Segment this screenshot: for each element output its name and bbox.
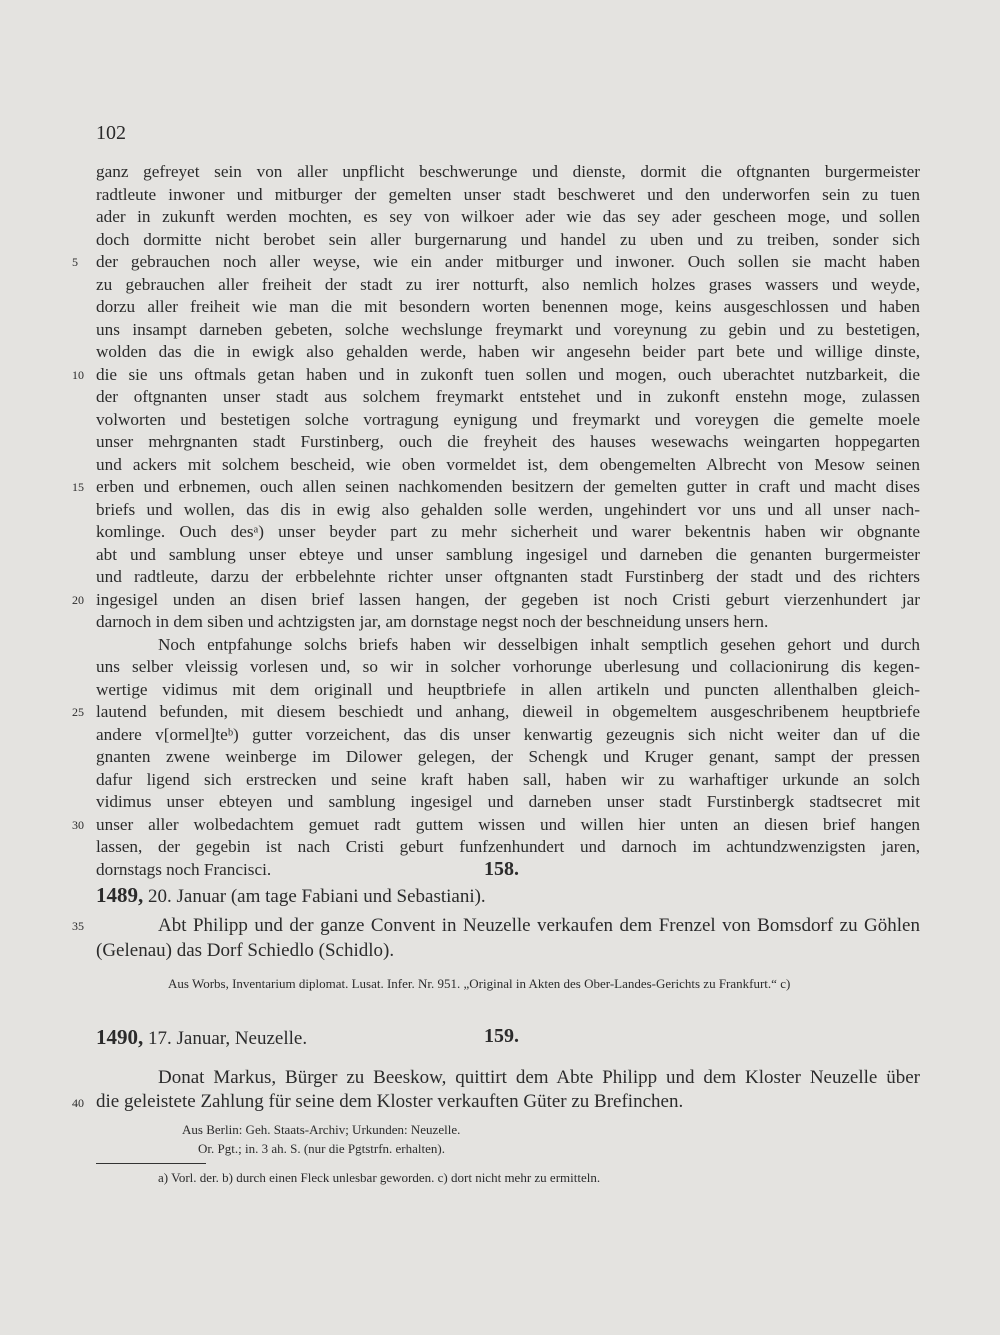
text-line (96, 454, 920, 477)
line-text: darnoch in dem siben und achtzigsten jar, am dornstage negst noch der beschneidung unsers hern. (96, 612, 769, 631)
text-line (96, 499, 920, 522)
text-line (96, 229, 920, 252)
line-text: und radtleute, darzu der erbbelehnte richter unser oftgnanten stadt Furstinberg der stadt und des richters (96, 567, 920, 586)
line-text: radtleute inwoner und mitburger der gemelten unser stadt beschweret und den underworfen sein zu tuen (96, 184, 920, 204)
document-number-158: 158. (484, 858, 519, 880)
page-number: 102 (96, 122, 126, 144)
document-year-158: 1489, (96, 883, 144, 907)
line-text: uns selber vleissig vorlesen und, so wir in solcher vorhorunge uberlesung und collacionirung dis kegen- (96, 657, 920, 676)
line-number: 25 (72, 705, 84, 719)
line-number: 30 (72, 817, 84, 832)
text-line (96, 386, 920, 409)
line-number-35: 35 (72, 919, 84, 933)
regest-158-line-1: Abt Philipp und der ganze Convent in Neuzelle verkaufen dem Frenzel von Bomsdorf zu Göhlen (158, 915, 920, 936)
source-note-159-line-1: Aus Berlin: Geh. Staats-Archiv; Urkunden: Neuzelle. (182, 1122, 461, 1137)
line-text: der oftgnanten unser stadt aus solchem freymarkt entstehet und in zukonft enstehn moge, zulassen (96, 387, 920, 406)
text-line (96, 746, 920, 769)
source-note-159-line-2: Or. Pgt.; in. 3 ah. S. (nur die Pgtstrfn. erhalten). (198, 1141, 445, 1156)
line-text: volworten und bestetigen solche vortragung eynigung und freymarkt und voreygen die gemelte moele (96, 409, 920, 429)
text-line (96, 544, 920, 567)
text-line (96, 634, 920, 657)
line-text: Noch entpfahunge solchs briefs haben wir desselbigen inhalt semptlich gesehen gehort und durch (158, 634, 920, 654)
line-text: gnanten zwene weinberge im Dilower gelegen, der Schengk und Kruger genant, sampt der pressen (96, 747, 920, 766)
text-line (72, 251, 920, 274)
text-line (96, 161, 920, 184)
line-text: die sie uns oftmals getan haben und in zukonft tuen sollen und mogen, ouch uberachtet nutzbarkeit, die (96, 364, 920, 384)
document-year-159: 1490, (96, 1025, 144, 1049)
text-line (96, 566, 920, 589)
text-line (96, 769, 920, 792)
footnote-rule (96, 1163, 206, 1164)
line-text: vidimus unser ebteyen und samblung ingesigel und darneben unser stadt Furstinbergk stadtsecret mit (96, 792, 920, 811)
line-text: lautend befunden, mit diesem beschiedt und anhang, dieweil in obgemeltem ausgeschribenem heuptbriefe (96, 702, 920, 721)
document-number-159: 159. (484, 1025, 519, 1047)
charter-text (72, 161, 920, 881)
text-line (96, 184, 920, 207)
line-text: andere v[ormel]teᵇ) gutter vorzeichent, das dis unser kenwartig gezeugnis sich nicht weiter dan uf die (96, 724, 920, 744)
line-number: 5 (72, 255, 78, 269)
text-line (72, 814, 920, 837)
text-line (96, 791, 920, 814)
document-date-158 (96, 883, 486, 908)
line-text: abt und samblung unser ebteye und unser samblung ingesigel und darneben die genanten burgermeister (96, 544, 920, 564)
line-text: uns insampt darneben gebeten, solche wechslunge freymarkt und voreynung zu gebin und zu bestetigen, (96, 319, 920, 339)
text-line (96, 206, 920, 229)
text-line (72, 589, 920, 612)
line-text: komlinge. Ouch desᵃ) unser beyder part zu mehr sicherheit und warer bekentnis haben wir obgnante (96, 522, 920, 541)
text-line (96, 319, 920, 342)
text-line (72, 701, 920, 724)
text-line (72, 364, 920, 387)
document-day-159: 17. Januar, Neuzelle. (148, 1028, 308, 1049)
text-line (96, 409, 920, 432)
line-text: unser aller wolbedachtem gemuet radt guttem wissen und willen hier unten an diesen brief hangen (96, 814, 920, 834)
text-line (96, 296, 920, 319)
text-line (96, 679, 920, 702)
text-line (96, 724, 920, 747)
text-line (96, 656, 920, 679)
regest-159-line-1: Donat Markus, Bürger zu Beeskow, quittirt dem Abte Philipp und dem Kloster Neuzelle über (158, 1067, 920, 1088)
line-text: der gebrauchen noch aller weyse, wie ein ander mitburger und inwoner. Ouch sollen sie macht haben (96, 252, 920, 271)
text-line (96, 431, 920, 454)
text-line (96, 611, 920, 634)
line-number: 15 (72, 480, 84, 494)
footnotes: a) Vorl. der. b) durch einen Fleck unlesbar geworden. c) dort nicht mehr zu ermitteln. (158, 1170, 601, 1185)
document-date-159 (96, 1025, 307, 1050)
line-text: zu gebrauchen aller freiheit der stadt zu irer notturft, also nemlich holzes grases wassers und weyde, (96, 274, 920, 294)
line-text: erben und erbnemen, ouch allen seinen nachkomenden besitzern der gemelten gutter in craft und macht dises (96, 477, 920, 496)
text-line (96, 274, 920, 297)
text-line (96, 836, 920, 859)
text-line (96, 341, 920, 364)
line-text: dornstags noch Francisci. (96, 859, 272, 879)
text-line (96, 521, 920, 544)
line-text: wolden das die in ewigk also gehalden werde, haben wir angesehn beider part bete und willige dinste, (96, 342, 920, 361)
line-text: briefs und wollen, das dis in ewig also gehalden solle werden, ungehindert vor uns und all unser nach- (96, 499, 920, 519)
document-day-158: 20. Januar (am tage Fabiani und Sebastiani). (148, 886, 486, 907)
line-text: dafur ligend sich erstrecken und seine kraft haben sall, haben wir zu warhaftiger urkunde an solch (96, 769, 920, 789)
line-text: dorzu aller freiheit wie man die mit besondern worten benennen moge, keins ausgeschlossen und haben (96, 297, 920, 316)
line-number-40: 40 (72, 1096, 84, 1110)
line-text: ganz gefreyet sein von aller unpflicht beschwerunge und dienste, dormit die oftgnanten burgermeister (96, 162, 920, 181)
line-number: 10 (72, 367, 84, 382)
text-line (72, 476, 920, 499)
line-text: ingesigel unden an disen brief lassen hangen, der gegeben ist noch Cristi geburt vierzenhundert jar (96, 589, 920, 609)
line-text: lassen, der gegebin ist nach Cristi geburt funfzenhundert und darnoch im achtundzwenzigsten jaren, (96, 837, 920, 856)
line-number: 20 (72, 592, 84, 607)
source-note-158: Aus Worbs, Inventarium diplomat. Lusat. Infer. Nr. 951. „Original in Akten des Ober-Landes-Gerichts zu Frankfurt.“ c) (168, 976, 791, 991)
line-text: doch dormitte nicht berobet sein aller burgernarung und handel zu uben und zu treiben, sonder sich (96, 229, 920, 249)
line-text: unser mehrgnanten stadt Furstinberg, ouch die freyheit des hauses wesewachs weingarten hoppegarten (96, 432, 920, 451)
line-text: und ackers mit solchem bescheid, wie oben vormeldet ist, dem obengemelten Albrecht von Mesow seinen (96, 454, 920, 474)
regest-159-line-2: die geleistete Zahlung für seine dem Kloster verkauften Güter zu Brefinchen. (96, 1091, 684, 1112)
regest-158-line-2: (Gelenau) das Dorf Schiedlo (Schidlo). (96, 940, 395, 961)
line-text: wertige vidimus mit dem originall und heuptbriefe in allen artikeln und puncten allenthalben gleich- (96, 679, 920, 699)
line-text: ader in zukunft werden mochten, es sey von wilkoer ader wie das sey ader gescheen moge, und sollen (96, 207, 920, 226)
